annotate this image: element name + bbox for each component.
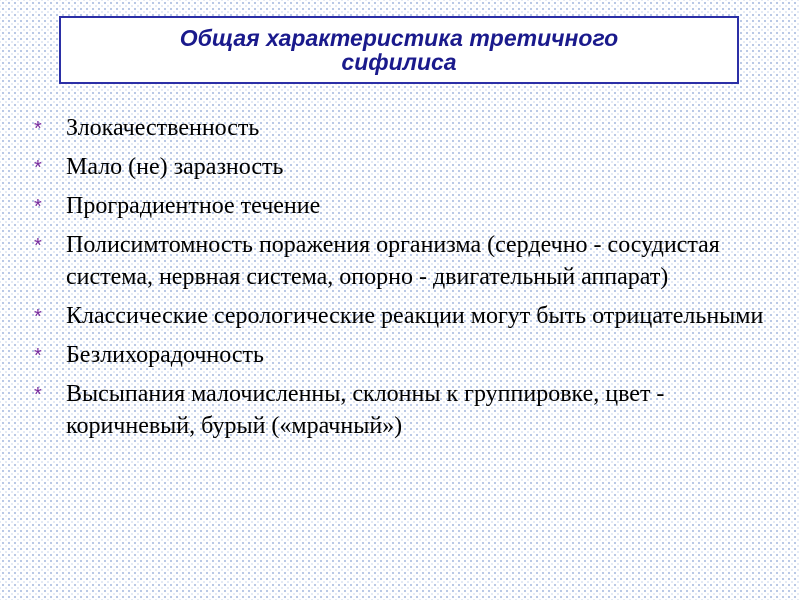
bullet-star-icon: * xyxy=(34,345,42,367)
bullet-text: Проградиентное течение xyxy=(66,193,321,219)
bullet-text: Полисимтомность поражения организма (сердечно - сосудистая система, нервная система, опорно - двигательный аппарат) xyxy=(66,232,720,290)
bullet-text: Безлихорадочность xyxy=(66,342,264,368)
bullet-text: Высыпания малочисленны, склонны к группировке, цвет - коричневый, бурый («мрачный») xyxy=(66,381,665,439)
bullet-text: Мало (не) заразность xyxy=(66,154,284,180)
bullet-item xyxy=(34,190,774,222)
slide-title: Общая характеристика третичного сифилиса xyxy=(179,25,619,75)
bullet-item xyxy=(34,151,774,183)
bullet-item xyxy=(34,378,774,442)
bullet-text: Злокачественность xyxy=(66,115,260,141)
bullet-star-icon: * xyxy=(34,384,42,406)
bullet-text: Классические серологические реакции могут быть отрицательными xyxy=(66,303,764,329)
bullet-star-icon: * xyxy=(34,235,42,257)
bullet-item xyxy=(34,339,774,371)
slide-title-box xyxy=(59,16,739,84)
bullet-item xyxy=(34,229,774,293)
bullet-star-icon: * xyxy=(34,306,42,328)
bullet-star-icon: * xyxy=(34,196,42,218)
bullet-item xyxy=(34,112,774,144)
bullet-item xyxy=(34,300,774,332)
bullet-star-icon: * xyxy=(34,157,42,179)
bullet-list xyxy=(34,112,774,449)
bullet-star-icon: * xyxy=(34,118,42,140)
